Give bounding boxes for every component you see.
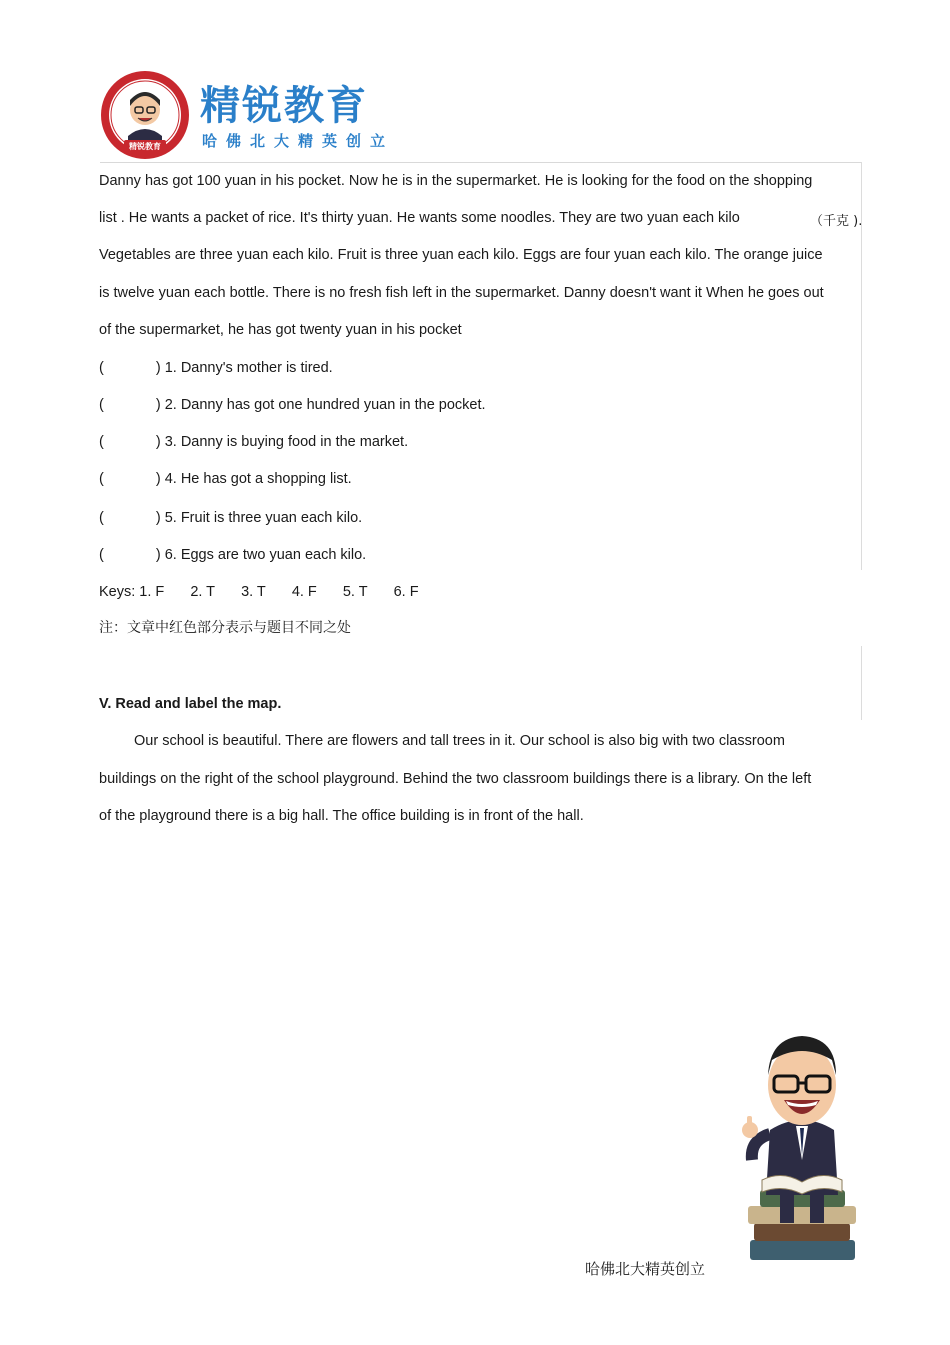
section-heading: V. Read and label the map. xyxy=(99,696,282,712)
answer-blank[interactable]: ( xyxy=(99,510,104,526)
kilo-note: （千克 ). xyxy=(810,214,863,229)
key-item: 6. F xyxy=(393,584,419,600)
question-text: ) 6. Eggs are two yuan each kilo. xyxy=(155,547,367,563)
key-item: 4. F xyxy=(291,584,317,600)
question-text: ) 3. Danny is buying food in the market. xyxy=(155,434,409,450)
brand-name: 精锐教育 xyxy=(200,83,368,129)
section5-line-3: of the playground there is a big hall. The office building is in front of the hall. xyxy=(99,808,584,824)
right-margin-rule-2 xyxy=(861,646,862,720)
answer-blank[interactable]: ( xyxy=(99,547,104,563)
brand-seal-logo xyxy=(100,70,190,160)
question-item xyxy=(99,509,362,527)
header-divider xyxy=(100,162,862,163)
answer-blank[interactable]: ( xyxy=(99,360,104,376)
passage-line-5: of the supermarket, he has got twenty yuan in his pocket xyxy=(99,322,462,338)
answer-blank[interactable]: ( xyxy=(99,471,104,487)
question-text: ) 2. Danny has got one hundred yuan in the pocket. xyxy=(155,397,486,413)
passage-line-2 xyxy=(99,209,740,227)
section5-line-1: Our school is beautiful. There are flowers and tall trees in it. Our school is also big with two classroom xyxy=(134,733,785,749)
answer-keys xyxy=(99,583,419,601)
brand-tagline: 哈佛北大精英创立 xyxy=(202,132,395,150)
question-item xyxy=(99,359,333,377)
footer-text: 哈佛北大精英创立 xyxy=(585,1260,706,1278)
keys-label: Keys: 1. F xyxy=(99,584,165,600)
key-item: 2. T xyxy=(190,584,216,600)
section5-line-2: buildings on the right of the school playground. Behind the two classroom buildings there is a library. On the left xyxy=(99,771,812,787)
question-item xyxy=(99,546,366,564)
question-text: ) 5. Fruit is three yuan each kilo. xyxy=(155,510,363,526)
passage-line-2-text: list . He wants a packet of rice. It's thirty yuan. He wants some noodles. They are two yuan each kilo xyxy=(99,210,740,226)
question-text: ) 1. Danny's mother is tired. xyxy=(155,360,333,376)
passage-line-3: Vegetables are three yuan each kilo. Fruit is three yuan each kilo. Eggs are four yuan each kilo. The orange juice xyxy=(99,247,823,263)
question-text: ) 4. He has got a shopping list. xyxy=(155,471,352,487)
answer-blank[interactable]: ( xyxy=(99,397,104,413)
note-text: 注：文章中红色部分表示与题目不同之处 xyxy=(99,620,351,636)
key-item: 5. T xyxy=(342,584,368,600)
mascot-illustration xyxy=(740,1030,865,1270)
question-item xyxy=(99,470,352,488)
key-item: 3. T xyxy=(241,584,266,600)
passage-line-1: Danny has got 100 yuan in his pocket. Now he is in the supermarket. He is looking for the food on the shopping xyxy=(99,173,813,189)
question-item xyxy=(99,396,486,414)
seal-badge-text: 精锐教育 xyxy=(129,142,161,151)
question-item xyxy=(99,433,408,451)
passage-line-4: is twelve yuan each bottle. There is no fresh fish left in the supermarket. Danny doesn't want it When he goes out xyxy=(99,285,824,301)
answer-blank[interactable]: ( xyxy=(99,434,104,450)
